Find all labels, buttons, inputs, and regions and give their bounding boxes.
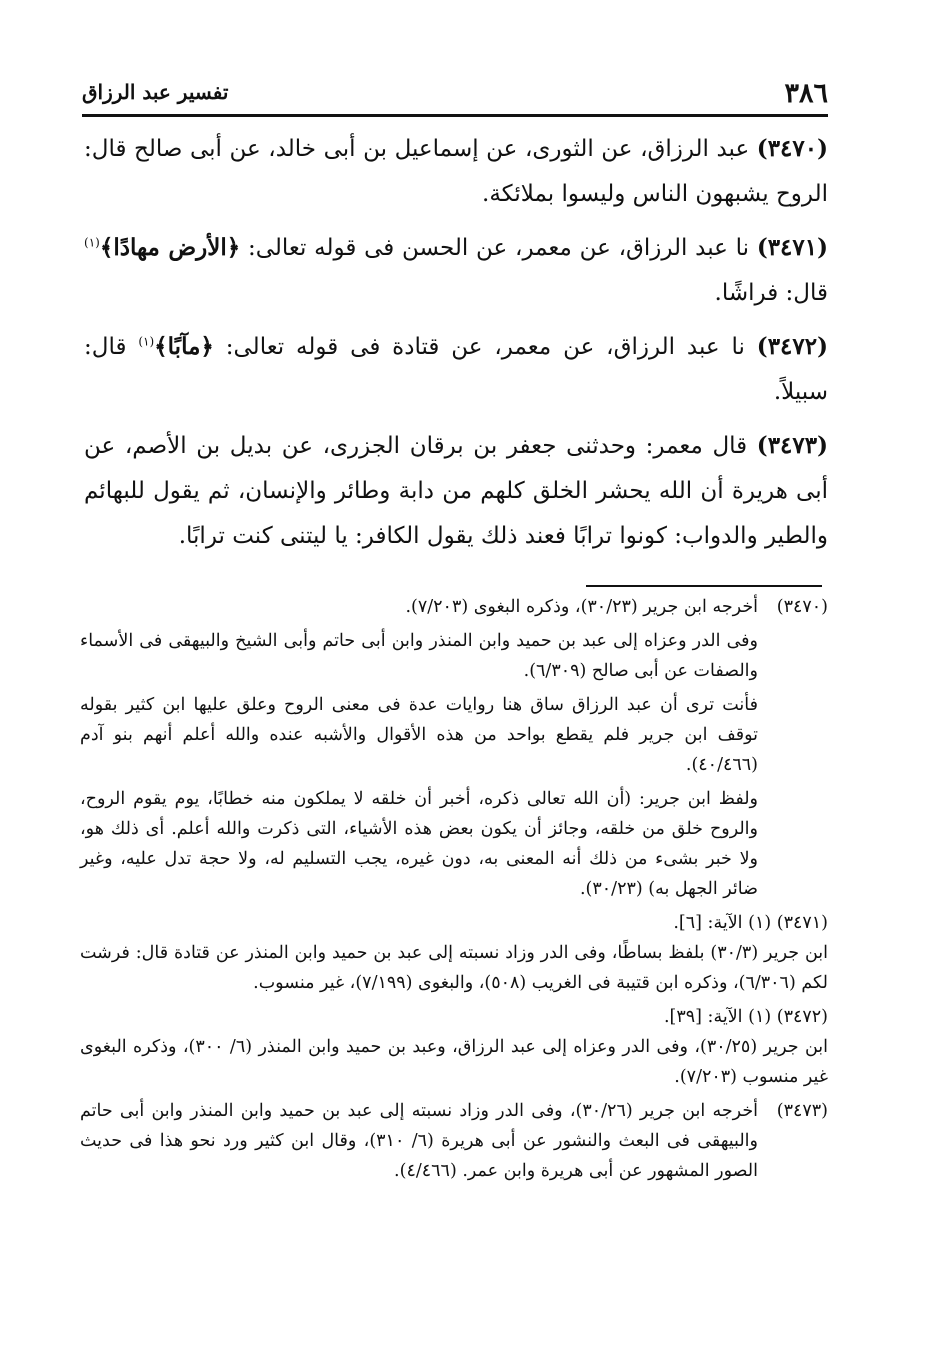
footnote-3470 [80,592,828,904]
entry-number: ( ٣٤٧٣) [757,432,828,459]
running-title: تفسير عبد الرزاق [82,80,229,104]
entry-3470 [84,126,828,217]
entry-text: نا عبد الرزاق، عن معمر، عن الحسن فى قوله تعالى: [240,235,757,261]
entry-3471 [84,225,828,316]
footnote-paragraph: أخرجه ابن جرير (٣٠/٢٣)، وذكره البغوى (٧/٢٠٣). [405,597,758,617]
header-rule [82,114,828,117]
page-number: ٣٨٦ [784,78,828,109]
entry-text: نا عبد الرزاق، عن معمر، عن قتادة فى قوله تعالى: [213,334,757,360]
entry-number: ( ٣٤٧٢) [757,333,828,360]
entry-text: عبد الرزاق، عن الثورى، عن إسماعيل بن أبى خالد، عن أبى صالح قال: الروح يشبهون الناس وليسوا بملائكة. [84,136,828,207]
entry-text: قال معمر: وحدثنى جعفر بن برقان الجزرى، عن بديل بن الأصم، عن أبى هريرة أن الله يحشر الخلق كلهم من دابة وطائر والإنسان، ثم يقول للبهائم والطير والدواب: كونوا ترابًا فعند ذلك يقول الكافر: يا ليتنى كنت ترابًا. [84,433,828,549]
footnote-heading [80,908,828,938]
entry-number: ( ٣٤٧١) [757,234,828,261]
footnote-paragraph: وفى الدر وعزاه إلى عبد بن حميد وابن المنذر وابن أبى حاتم وأبى الشيخ والبيهقى فى الأسماء والصفات عن أبى صالح (٦/٣٠٩). [80,631,758,681]
footnote-label: (٣٤٧٣) [776,1101,828,1121]
footnote-paragraph: ابن جرير (٣٠/٢٥)، وفى الدر وعزاه إلى عبد الرزاق، وعبد بن حميد وابن المنذر (٦/ ٣٠٠)، وذكره البغوى غير منسوب (٧/٢٠٣). [80,1037,828,1087]
main-text [84,126,828,567]
entry-text-tail: قال: فراشًا. [714,280,828,306]
footnote-3471 [80,908,828,998]
footnote-label: (٣٤٧٢) (١) [748,1007,828,1027]
footnote-3473 [80,1096,828,1186]
footnote-verse: الآية: [٦]. [673,913,749,933]
footnote-ref: (١) [138,334,155,349]
footnote-paragraph: فأنت ترى أن عبد الرزاق ساق هنا روايات عدة فى معنى الروح وعلق عليها ابن كثير بقوله توقف ابن جرير فلم يقطع بواحد من هذه الأقوال والأشبه عنده والله أعلم أنهم بنو آدم (٤٠/٤٦٦). [80,695,758,775]
quran-quote: ﴿ مآبًا ﴾ [154,333,214,360]
footnote-paragraph: ولفظ ابن جرير: (أن الله تعالى ذكره، أخبر أن خلقه لا يملكون منه خطابًا، يوم يقوم الروح، والروح خلق من خلقه، وجائز أن يكون بعض هذه الأشياء، التى ذكرت والله أعلم. أى ذلك هو، ولا خبر بشىء من ذلك أنه المعنى به، دون غيره، يجب التسليم له، ولا حجة تدل عليه، وغير ضائر الجهل به) (٣٠/٢٣). [80,789,758,899]
entry-3473 [84,423,828,559]
footnotes [80,592,828,1186]
page-header [82,70,828,120]
quran-quote: ﴿ الأرض مهادًا ﴾ [100,234,240,261]
entry-number: ( ٣٤٧٠) [757,135,828,162]
footnote-label: (٣٤٧٠) [776,597,828,617]
footnote-3472 [80,1002,828,1092]
footnote-heading [80,1002,828,1032]
footnote-label: (٣٤٧١) (١) [748,913,828,933]
footnote-separator [586,585,822,587]
footnote-verse: الآية: [٣٩]. [663,1007,749,1027]
footnote-ref: (١) [84,235,100,250]
entry-text-tail: قال: سبيلاً. [84,334,828,405]
footnote-paragraph: ابن جرير (٣٠/٣) بلفظ بساطًا، وفى الدر وزاد نسبته إلى عبد بن حميد وابن المنذر عن قتادة قال: فرشت لكم (٦/٣٠٦)، وذكره ابن قتيبة فى الغريب (٥٠٨)، والبغوى (٧/١٩٩)، غير منسوب. [80,943,828,993]
footnote-paragraph: أخرجه ابن جرير (٣٠/٢٦)، وفى الدر وزاد نسبته إلى عبد بن حميد وابن المنذر وابن أبى حاتم والبيهقى فى البعث والنشور عن أبى هريرة (٦/ ٣١٠)، وقال ابن كثير ورد نحو هذا فى حديث الصور المشهور عن أبى هريرة وابن عمر. (٤/٤٦٦). [80,1101,759,1181]
entry-3472 [84,324,828,415]
